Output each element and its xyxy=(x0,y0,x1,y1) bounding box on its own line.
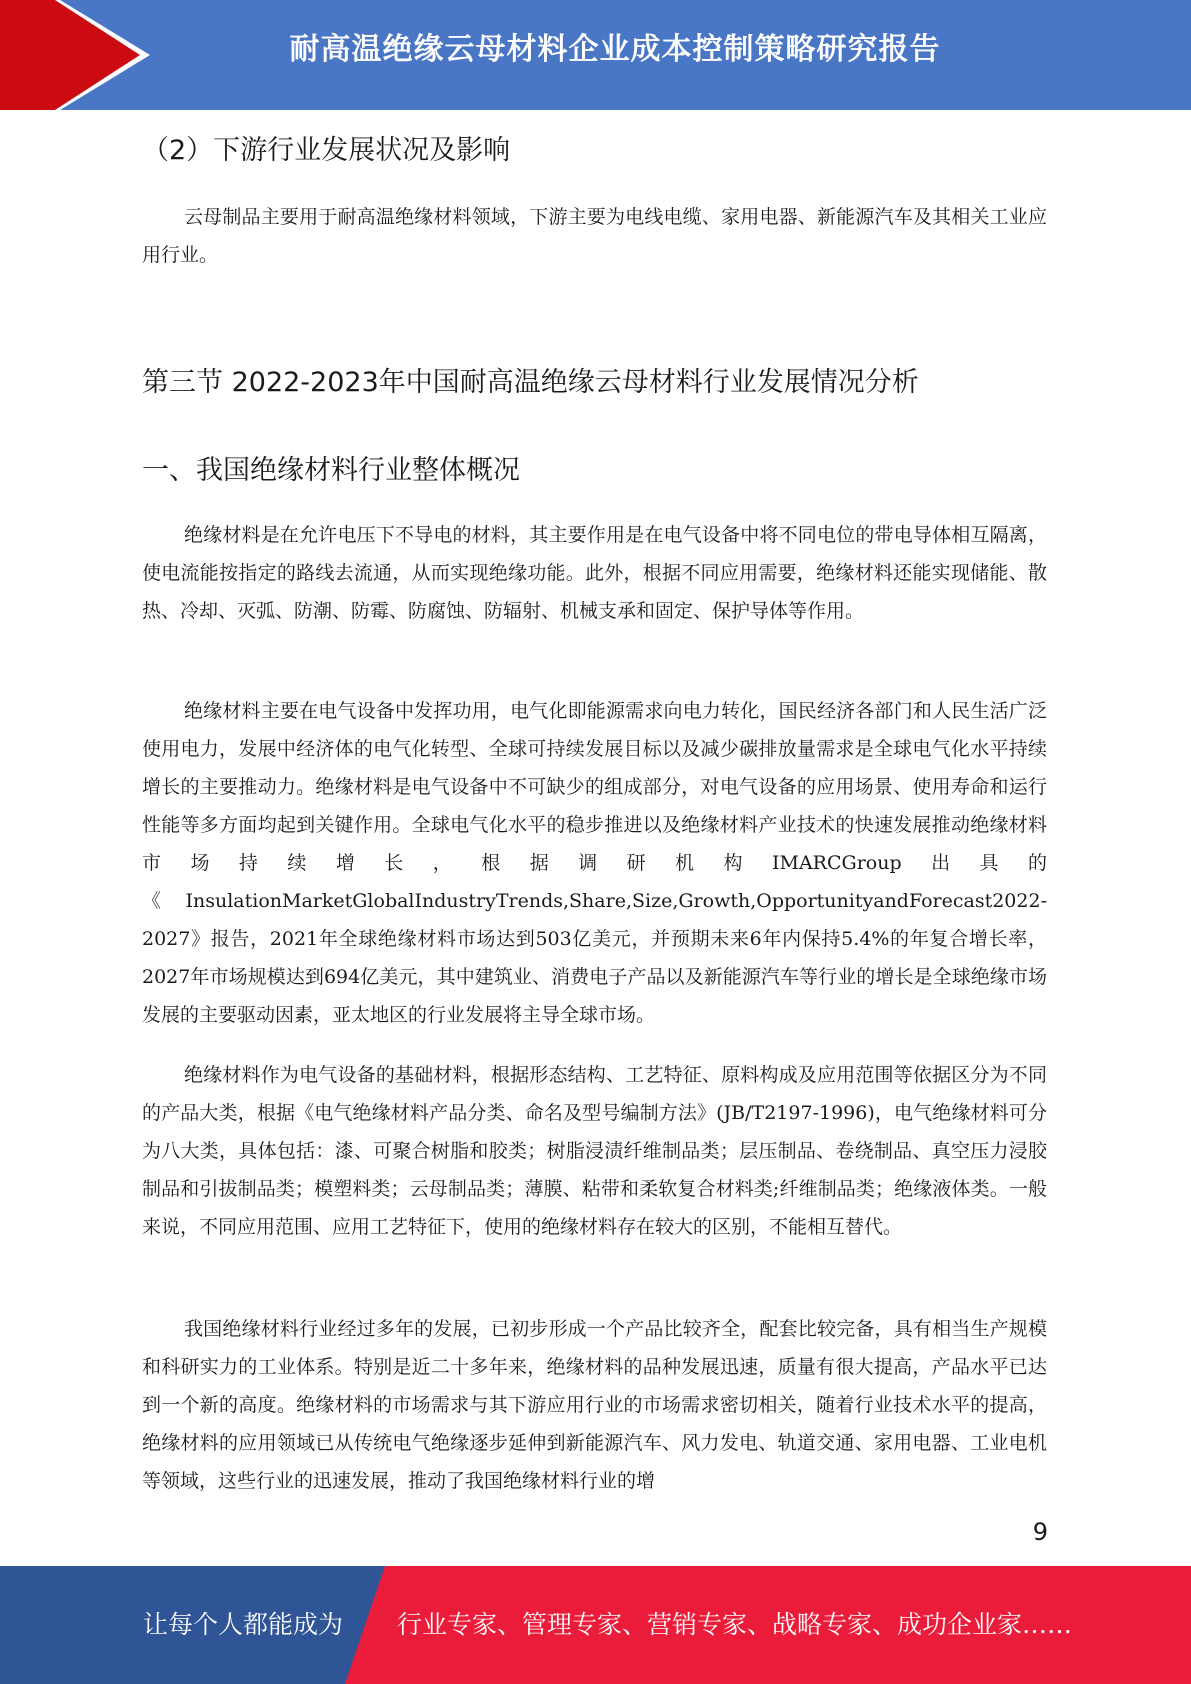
footer-slogan-right: 行业专家、管理专家、营销专家、战略专家、成功企业家…… xyxy=(397,1610,1073,1639)
section-title: 第三节 2022-2023年中国耐高温绝缘云母材料行业发展情况分析 xyxy=(142,367,919,398)
subsection-title: 一、我国绝缘材料行业整体概况 xyxy=(142,455,520,486)
report-title: 耐高温绝缘云母材料企业成本控制策略研究报告 xyxy=(289,32,941,67)
page-number: 9 xyxy=(1032,1518,1048,1546)
downstream-subheading: （2）下游行业发展状况及影响 xyxy=(142,135,511,166)
intro-paragraph: 云母制品主要用于耐高温绝缘材料领域，下游主要为电线电缆、家用电器、新能源汽车及其相关工业应用行业。 xyxy=(142,206,1047,266)
header-banner xyxy=(0,0,1191,110)
paragraph-classification: 绝缘材料作为电气设备的基础材料，根据形态结构、工艺特征、原料构成及应用范围等依据区分为不同的产品大类，根据《电气绝缘材料产品分类、命名及型号编制方法》(JB/T2197-1996)，电气绝缘材料可分为八大类，具体包括：漆、可聚合树脂和胶类；树脂浸渍纤维制品类；层压制品、卷绕制品、真空压力浸胶制品和引拔制品类；模塑料类；云母制品类；薄膜、粘带和柔软复合材料类;纤维制品类；绝缘液体类。一般来说，不同应用范围、应用工艺特征下，使用的绝缘材料存在较大的区别，不能相互替代。 xyxy=(142,1064,1047,1238)
footer-slogan-left: 让每个人都能成为 xyxy=(143,1610,344,1639)
paragraph-definition: 绝缘材料是在允许电压下不导电的材料，其主要作用是在电气设备中将不同电位的带电导体相互隔离，使电流能按指定的路线去流通，从而实现绝缘功能。此外，根据不同应用需要，绝缘材料还能实现储能、散热、冷却、灭弧、防潮、防霉、防腐蚀、防辐射、机械支承和固定、保护导体等作用。 xyxy=(142,524,1047,622)
footer-banner xyxy=(0,1566,1191,1684)
paragraph-market: 绝缘材料主要在电气设备中发挥功用，电气化即能源需求向电力转化，国民经济各部门和人民生活广泛使用电力，发展中经济体的电气化转型、全球可持续发展目标以及减少碳排放量需求是全球电气化水平持续增长的主要推动力。绝缘材料是电气设备中不可缺少的组成部分，对电气设备的应用场景、使用寿命和运行性能等多方面均起到关键作用。全球电气化水平的稳步推进以及绝缘材料产业技术的快速发展推动绝缘材料市场持续增长，根据调研机构IMARCGroup出具的《InsulationMarketGlobalIndustryTrends,Share,Size,Growth,OpportunityandForecast2022-2027》报告，2021年全球绝缘材料市场达到503亿美元，并预期未来6年内保持5.4%的年复合增长率，2027年市场规模达到694亿美元，其中建筑业、消费电子产品以及新能源汽车等行业的增长是全球绝缘市场发展的主要驱动因素，亚太地区的行业发展将主导全球市场。 xyxy=(142,700,1047,1026)
paragraph-industry: 我国绝缘材料行业经过多年的发展，已初步形成一个产品比较齐全，配套比较完备，具有相当生产规模和科研实力的工业体系。特别是近二十多年来，绝缘材料的品种发展迅速，质量有很大提高，产品水平已达到一个新的高度。绝缘材料的市场需求与其下游应用行业的市场需求密切相关，随着行业技术水平的提高，绝缘材料的应用领域已从传统电气绝缘逐步延伸到新能源汽车、风力发电、轨道交通、家用电器、工业电机等领域，这些行业的迅速发展，推动了我国绝缘材料行业的增 xyxy=(142,1318,1047,1492)
